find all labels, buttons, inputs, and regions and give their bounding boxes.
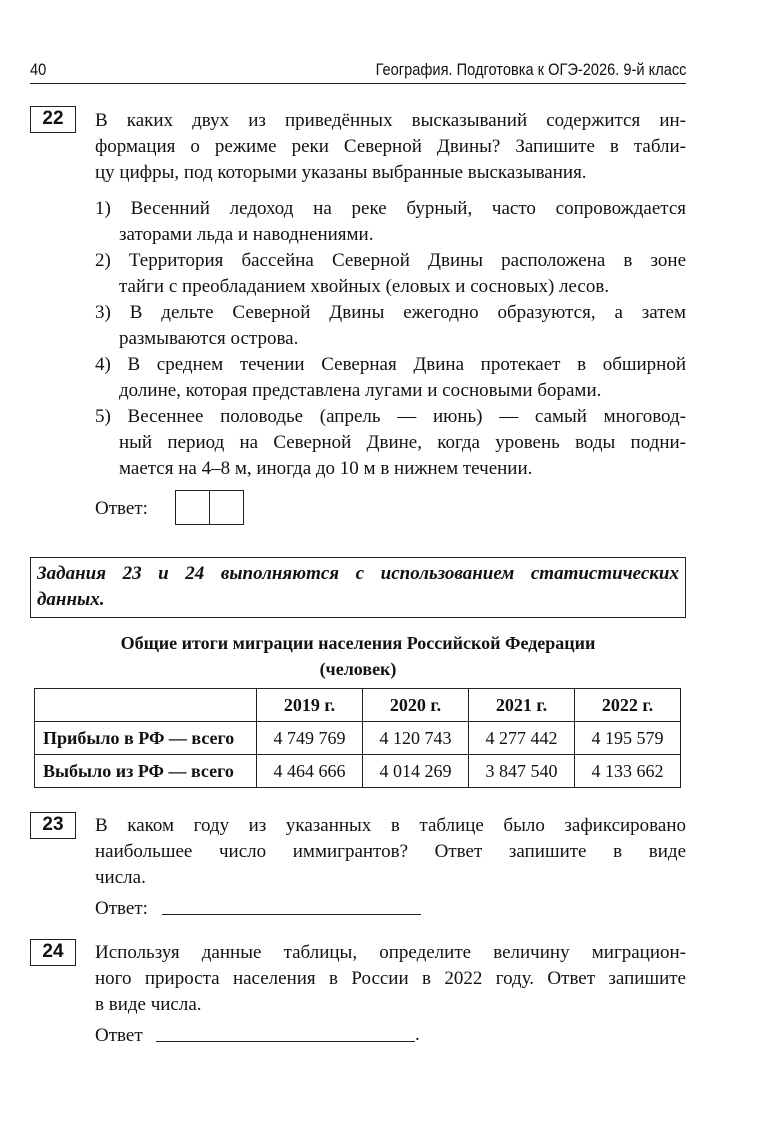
answer-cell-2[interactable] bbox=[209, 491, 243, 524]
table-cell: 4 014 269 bbox=[363, 755, 469, 788]
question-line: В каком году из указанных в таблице было зафиксировано bbox=[95, 815, 686, 836]
table-header-row bbox=[35, 689, 681, 722]
option-line: заторами льда и наводнениями. bbox=[119, 224, 374, 245]
task-23-answer-field[interactable] bbox=[162, 914, 421, 915]
answer-cell-1[interactable] bbox=[176, 491, 209, 524]
question-line: ного прироста населения в России в 2022 году. Ответ запишите bbox=[95, 968, 686, 989]
year-header: 2020 г. bbox=[363, 689, 469, 722]
statistics-note bbox=[30, 557, 686, 618]
table-title-main: Общие итоги миграции населения Российской Федерации bbox=[120, 633, 596, 653]
option-4 bbox=[95, 352, 686, 404]
question-line: в виде числа. bbox=[95, 994, 202, 1015]
option-2 bbox=[95, 248, 686, 300]
option-line: тайги с преобладанием хвойных (еловых и сосновых) лесов. bbox=[119, 276, 610, 297]
migration-table bbox=[34, 688, 681, 788]
table-title bbox=[30, 630, 686, 682]
option-line: долине, которая представлена лугами и сосновыми борами. bbox=[119, 380, 602, 401]
task-22-options bbox=[95, 196, 686, 482]
table-row bbox=[35, 755, 681, 788]
option-1 bbox=[95, 196, 686, 248]
running-title: География. Подготовка к ОГЭ-2026. 9-й класс bbox=[375, 60, 686, 79]
table-cell: 4 133 662 bbox=[575, 755, 681, 788]
task-24-answer-period: . bbox=[415, 1024, 420, 1045]
option-3 bbox=[95, 300, 686, 352]
table-cell: 4 277 442 bbox=[469, 722, 575, 755]
task-22-answer-label: Ответ: bbox=[95, 498, 148, 519]
question-line: формация о режиме реки Северной Двины? Запишите в табли- bbox=[95, 136, 686, 157]
table-cell: 4 120 743 bbox=[363, 722, 469, 755]
year-header: 2021 г. bbox=[469, 689, 575, 722]
page-number: 40 bbox=[30, 60, 47, 79]
task-number-24: 24 bbox=[30, 939, 76, 966]
option-line: 4) В среднем течении Северная Двина протекает в обширной bbox=[95, 354, 686, 375]
table-cell: 4 195 579 bbox=[575, 722, 681, 755]
task-number-23: 23 bbox=[30, 812, 76, 839]
option-line: 2) Территория бассейна Северной Двины расположена в зоне bbox=[95, 250, 686, 271]
option-line: 5) Весеннее половодье (апрель — июнь) — самый многовод- bbox=[95, 406, 686, 427]
page-header bbox=[30, 58, 686, 84]
task-24-answer-label: Ответ bbox=[95, 1025, 143, 1046]
task-24-answer-field[interactable] bbox=[156, 1041, 415, 1042]
task-22-question bbox=[95, 108, 686, 186]
row-label-departed: Выбыло из РФ — всего bbox=[35, 755, 257, 788]
task-24-question bbox=[95, 940, 686, 1018]
task-number-22: 22 bbox=[30, 106, 76, 133]
note-line: Задания 23 и 24 выполняются с использованием статистических bbox=[37, 563, 679, 584]
table-row bbox=[35, 722, 681, 755]
task-23-answer-label: Ответ: bbox=[95, 898, 148, 919]
year-header: 2022 г. bbox=[575, 689, 681, 722]
option-line: 1) Весенний ледоход на реке бурный, часто сопровождается bbox=[95, 198, 686, 219]
row-label-arrived: Прибыло в РФ — всего bbox=[35, 722, 257, 755]
option-line: 3) В дельте Северной Двины ежегодно образуются, а затем bbox=[95, 302, 686, 323]
question-line: В каких двух из приведённых высказываний содержится ин- bbox=[95, 110, 686, 131]
year-header: 2019 г. bbox=[257, 689, 363, 722]
table-corner-cell bbox=[35, 689, 257, 722]
table-cell: 4 464 666 bbox=[257, 755, 363, 788]
table-cell: 4 749 769 bbox=[257, 722, 363, 755]
task-23-question bbox=[95, 813, 686, 891]
option-line: мается на 4–8 м, иногда до 10 м в нижнем течении. bbox=[119, 458, 533, 479]
table-cell: 3 847 540 bbox=[469, 755, 575, 788]
option-line: ный период на Северной Двине, когда уровень воды подни- bbox=[119, 432, 686, 453]
option-5 bbox=[95, 404, 686, 482]
note-line: данных. bbox=[37, 589, 105, 610]
table-title-unit: (человек) bbox=[319, 659, 397, 679]
question-line: цу цифры, под которыми указаны выбранные высказывания. bbox=[95, 162, 587, 183]
question-line: числа. bbox=[95, 867, 146, 888]
task-22-answer-cells[interactable] bbox=[175, 490, 244, 525]
option-line: размываются острова. bbox=[119, 328, 299, 349]
question-line: Используя данные таблицы, определите величину миграцион- bbox=[95, 942, 686, 963]
question-line: наибольшее число иммигрантов? Ответ запишите в виде bbox=[95, 841, 686, 862]
